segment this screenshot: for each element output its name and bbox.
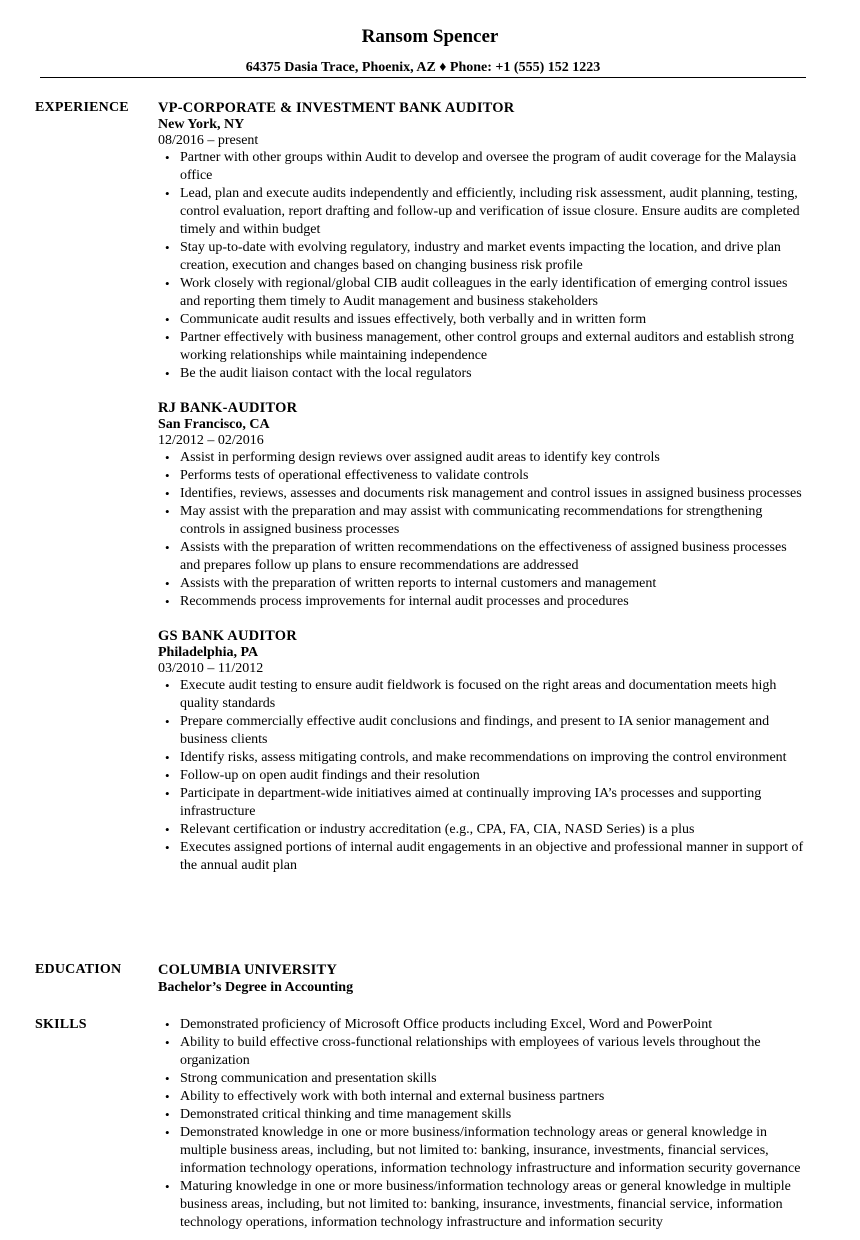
job-dates: 08/2016 – present [158, 133, 259, 148]
list-item: • Demonstrated proficiency of Microsoft Office products including Excel, Word and PowerPoint [158, 1016, 810, 1034]
list-item: • Assists with the preparation of written reports to internal customers and management [158, 575, 810, 593]
job-dates: 12/2012 – 02/2016 [158, 433, 264, 448]
job-bullets [158, 677, 808, 875]
list-item: • Identifies, reviews, assesses and documents risk management and control issues in assigned business processes [158, 485, 810, 503]
list-item: • May assist with the preparation and may assist with communicating recommendations for strengthening controls in assigned business processes [158, 503, 810, 539]
experience-body [158, 99, 808, 891]
list-item: • Work closely with regional/global CIB audit colleagues in the early identification of emerging control issues and reporting them timely to Audit management and business stakeholders [158, 275, 810, 311]
list-item: • Assists with the preparation of written recommendations on the effectiveness of assigned business processes and prepares follow up plans to ensure recommendations are addressed [158, 539, 810, 575]
job-title: VP-CORPORATE & INVESTMENT BANK AUDITOR [158, 100, 515, 116]
list-item: • Demonstrated critical thinking and time management skills [158, 1106, 810, 1124]
job-dates: 03/2010 – 11/2012 [158, 661, 264, 676]
skills-heading: SKILLS [35, 1017, 87, 1032]
list-item: • Ability to build effective cross-functional relationships with employees of various levels throughout the organization [158, 1034, 810, 1070]
list-item: • Recommends process improvements for internal audit processes and procedures [158, 593, 810, 611]
school-name: COLUMBIA UNIVERSITY [158, 962, 338, 978]
list-item: • Relevant certification or industry accreditation (e.g., CPA, FA, CIA, NASD Series) is a plus [158, 821, 810, 839]
list-item: • Communicate audit results and issues effectively, both verbally and in written form [158, 311, 810, 329]
skills-bullets [158, 1016, 808, 1232]
list-item: • Be the audit liaison contact with the local regulators [158, 365, 810, 383]
header-divider [40, 77, 806, 78]
list-item: • Lead, plan and execute audits independently and efficiently, including risk assessment, audit planning, testing, control evaluation, report drafting and follow-up and verification of issue closure. Ensure audits are completed timely and within budget [158, 185, 810, 239]
job-entry [158, 99, 808, 383]
candidate-name: Ransom Spencer [361, 26, 499, 47]
list-item: • Ability to effectively work with both internal and external business partners [158, 1088, 810, 1106]
education-heading: EDUCATION [35, 962, 122, 977]
list-item: • Executes assigned portions of internal audit engagements in an objective and professional manner in support of the annual audit plan [158, 839, 810, 875]
list-item: • Execute audit testing to ensure audit fieldwork is focused on the right areas and documentation meets high quality standards [158, 677, 810, 713]
list-item: • Identify risks, assess mitigating controls, and make recommendations on improving the control environment [158, 749, 810, 767]
list-item: • Performs tests of operational effectiveness to validate controls [158, 467, 810, 485]
job-location: Philadelphia, PA [158, 645, 259, 660]
list-item: • Maturing knowledge in one or more business/information technology areas or general knowledge in multiple business areas, including, but not limited to: banking, insurance, investments, financial service, information technology operations, information technology infrastructure and information security [158, 1178, 810, 1232]
list-item: • Partner with other groups within Audit to develop and oversee the program of audit coverage for the Malaysia office [158, 149, 810, 185]
contact-line: 64375 Dasia Trace, Phoenix, AZ ♦ Phone: +1 (555) 152 1223 [245, 60, 601, 75]
list-item: • Demonstrated knowledge in one or more business/information technology areas or general knowledge in multiple business areas, including, but not limited to: banking, insurance, investments, financial services, information technology operations, information technology infrastructure and information security governance [158, 1124, 810, 1178]
skills-body [158, 1016, 808, 1232]
job-bullets [158, 149, 808, 383]
experience-heading: EXPERIENCE [35, 100, 129, 115]
list-item: • Partner effectively with business management, other control groups and external auditors and establish strong working relationships while maintaining independence [158, 329, 810, 365]
job-bullets [158, 449, 808, 611]
job-title: GS BANK AUDITOR [158, 628, 297, 644]
list-item: • Stay up-to-date with evolving regulatory, industry and market events impacting the location, and drive plan creation, execution and changes based on changing business risk profile [158, 239, 810, 275]
job-title: RJ BANK-AUDITOR [158, 400, 298, 416]
degree-name: Bachelor’s Degree in Accounting [158, 980, 354, 995]
job-entry [158, 627, 808, 875]
list-item: • Strong communication and presentation skills [158, 1070, 810, 1088]
job-location: San Francisco, CA [158, 417, 270, 432]
list-item: • Participate in department-wide initiatives aimed at continually improving IA’s processes and supporting infrastructure [158, 785, 810, 821]
list-item: • Assist in performing design reviews over assigned audit areas to identify key controls [158, 449, 810, 467]
job-location: New York, NY [158, 117, 245, 132]
education-body [158, 961, 808, 997]
list-item: • Follow-up on open audit findings and their resolution [158, 767, 810, 785]
job-entry [158, 399, 808, 611]
list-item: • Prepare commercially effective audit conclusions and findings, and present to IA senior management and business clients [158, 713, 810, 749]
